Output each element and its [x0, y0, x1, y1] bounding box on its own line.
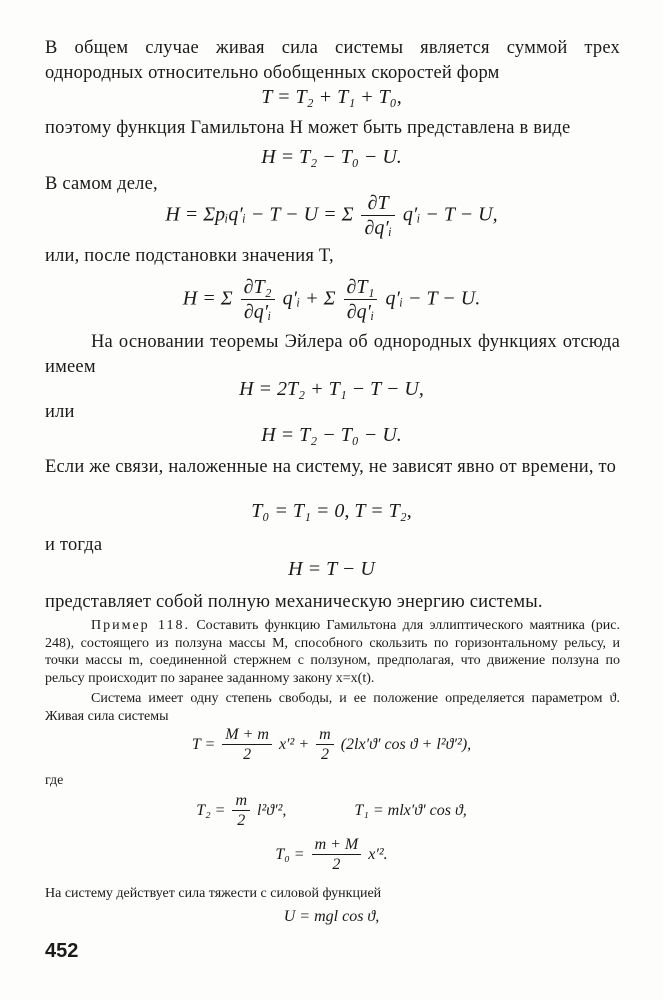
eq4-numerator-2: ∂T₁: [344, 276, 378, 300]
eq9-left: T =: [191, 735, 216, 753]
eq4-fraction-1: [241, 276, 275, 324]
paragraph-then: и тогда: [45, 535, 103, 555]
eq3-right: q′ᵢ − T − U,: [402, 203, 498, 226]
eq10-denominator: 2: [237, 812, 246, 830]
eq10-right: T₁ = mlx′ϑ′ cos ϑ,: [354, 801, 467, 819]
eq4-part-b: q′ᵢ + Σ: [282, 287, 336, 310]
example-label: Пример 118.: [91, 618, 190, 633]
eq4-numerator-1: ∂T₂: [241, 276, 275, 300]
equation-scleronomic: T₀ = T₁ = 0, T = T₂,: [251, 500, 412, 522]
eq9-middle: x′² +: [278, 735, 310, 753]
equation-kinetic-energy-sum: T = T₂ + T₁ + T₀,: [261, 86, 402, 108]
paragraph-or: или: [45, 402, 75, 422]
eq11-right: x′².: [368, 845, 388, 863]
equation-t0: [0, 836, 663, 875]
equation-t2-t1: [0, 792, 663, 831]
eq3-numerator: ∂T: [361, 192, 394, 216]
example-text: Составить функцию Гамильтона для эллиптического маятника (рис. 248), состоящего из ползуна массы M, способного скользить по горизонтальному рельсу, и точки массы m, соединенной стержнем с ползуном, предполагая, что движение ползуна по рельсу происходит по заранее заданному закону x=x(t).: [45, 618, 621, 686]
eq3-denominator: ∂q′ᵢ: [364, 217, 392, 239]
paragraph-mechanical-energy: представляет собой полную механическую энергию системы.: [45, 592, 543, 612]
eq3-left: H = Σpᵢq′ᵢ − T − U = Σ: [165, 203, 354, 226]
paragraph-where: где: [45, 773, 64, 788]
eq11-fraction: [312, 836, 362, 875]
eq4-fraction-2: [344, 276, 378, 324]
eq11-left: T₀ =: [275, 845, 305, 863]
eq10-left: T₂ =: [196, 801, 226, 819]
eq9-numerator-2: m: [316, 726, 334, 745]
equation-hamiltonian-derivation: [0, 192, 663, 240]
paragraph-gravity: На систему действует сила тяжести с силовой функцией: [45, 886, 382, 901]
eq9-denominator-2: 2: [320, 746, 329, 764]
eq9-numerator-1: M + m: [222, 726, 272, 745]
paragraph-degree-of-freedom: Система имеет одну степень свободы, и ее положение определяется параметром ϑ. Живая сила системы: [45, 691, 620, 724]
eq9-right: (2lx′ϑ′ cos ϑ + l²ϑ′²),: [340, 735, 472, 753]
paragraph-euler-theorem: На основании теоремы Эйлера об однородных функциях отсюда имеем: [45, 332, 620, 377]
eq9-fraction-2: [316, 726, 334, 765]
eq3-fraction: [361, 192, 394, 240]
eq4-denominator-2: ∂q′ᵢ: [346, 301, 375, 323]
paragraph-substitution: или, после подстановки значения T,: [45, 246, 334, 266]
paragraph-indeed: В самом деле,: [45, 174, 158, 194]
paragraph-constraints: Если же связи, наложенные на систему, не зависят явно от времени, то: [45, 457, 617, 477]
eq10-numerator: m: [232, 792, 250, 811]
eq4-part-c: q′ᵢ − T − U.: [385, 287, 481, 310]
eq4-part-a: H = Σ: [182, 287, 233, 310]
eq9-denominator-1: 2: [243, 746, 252, 764]
equation-kinetic-energy-pendulum: [0, 726, 663, 765]
equation-total-energy: H = T − U: [288, 558, 375, 580]
eq4-denominator-1: ∂q′ᵢ: [243, 301, 272, 323]
example-118: [45, 617, 620, 687]
paragraph-hamilton: поэтому функция Гамильтона H может быть представлена в виде: [45, 118, 571, 138]
eq10-fraction: [232, 792, 250, 831]
equation-potential: U = mgl cos ϑ,: [283, 908, 380, 925]
eq11-denominator: 2: [332, 856, 341, 874]
paragraph-intro: В общем случае живая сила системы является суммой трех однородных относительно обобщенных скоростей форм: [45, 38, 620, 83]
equation-hamiltonian-repeat: H = T₂ − T₀ − U.: [261, 424, 402, 446]
equation-hamiltonian: H = T₂ − T₀ − U.: [261, 146, 402, 168]
eq9-fraction-1: [222, 726, 272, 765]
eq11-numerator: m + M: [312, 836, 362, 855]
equation-substituted: [0, 276, 663, 324]
page-number: 452: [45, 940, 79, 962]
eq10-middle: l²ϑ′²,: [257, 801, 287, 819]
equation-euler-result: H = 2T₂ + T₁ − T − U,: [239, 378, 424, 400]
